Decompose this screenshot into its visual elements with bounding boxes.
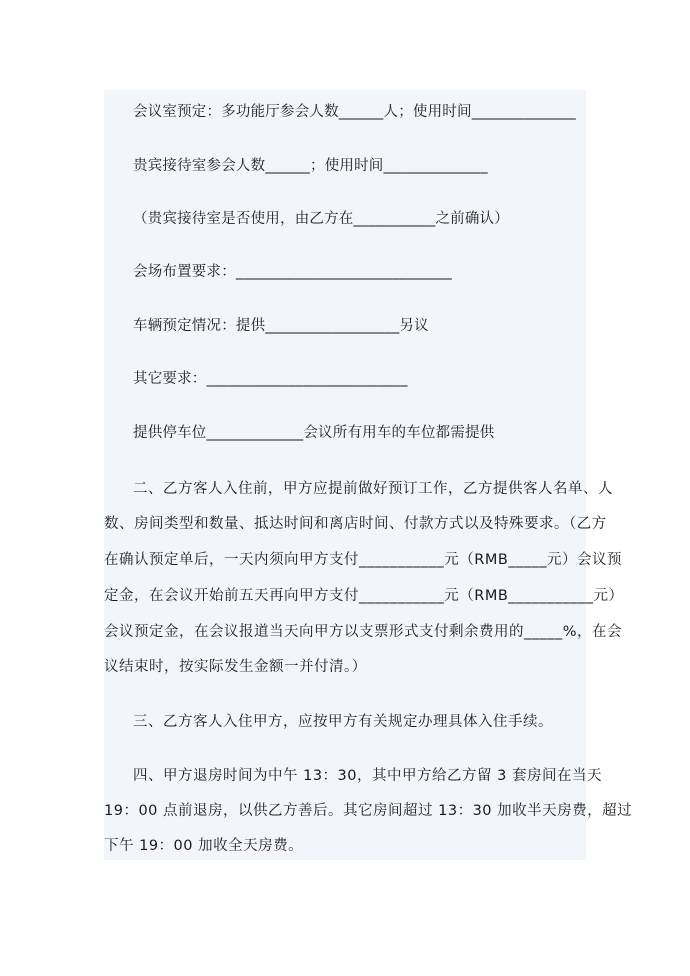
- clause-four-line-2: 19：00 点前退房，以供乙方善后。其它房间超过 13：30 加收半天房费，超过: [104, 803, 633, 819]
- conference-room-line: 会议室预定：多功能厅参会人数______人；使用时间______________: [133, 104, 576, 120]
- parking-line: 提供停车位_____________会议所有用车的车位都需提供: [133, 425, 495, 441]
- vehicle-line: 车辆预定情况：提供__________________另议: [133, 318, 429, 334]
- clause-two-line-1: 二、乙方客人入住前，甲方应提前做好预订工作，乙方提供客人名单、人: [133, 481, 613, 497]
- clause-two-line-6: 议结束时，按实际发生金额一并付清。）: [104, 659, 367, 675]
- clause-four-line-1: 四、甲方退房时间为中午 13：30，其中甲方给乙方留 3 套房间在当天: [133, 768, 602, 784]
- other-requirements-line: 其它要求：___________________________: [133, 371, 408, 387]
- content-highlight-block: [104, 90, 633, 860]
- vip-confirm-line: （贵宾接待室是否使用，由乙方在___________之前确认）: [133, 211, 509, 227]
- clause-two-line-2: 数、房间类型和数量、抵达时间和离店时间、付款方式以及特殊要求。（乙方: [104, 516, 607, 532]
- clause-two-line-3: 在确认预定单后，一天内须向甲方支付___________元（RMB_____元）会议预: [104, 552, 623, 568]
- vip-room-line: 贵宾接待室参会人数______；使用时间______________: [133, 158, 488, 174]
- clause-two-line-4: 定金，在会议开始前五天再向甲方支付___________元（RMB___________元）: [104, 588, 624, 604]
- clause-four-line-3: 下午 19：00 加收全天房费。: [104, 838, 304, 854]
- clause-three-line: 三、乙方客人入住甲方，应按甲方有关规定办理具体入住手续。: [133, 714, 553, 730]
- clause-two-line-5: 会议预定金，在会议报道当天向甲方以支票形式支付剩余费用的_____%，在会: [104, 624, 623, 640]
- venue-layout-line: 会场布置要求：_____________________________: [133, 264, 452, 280]
